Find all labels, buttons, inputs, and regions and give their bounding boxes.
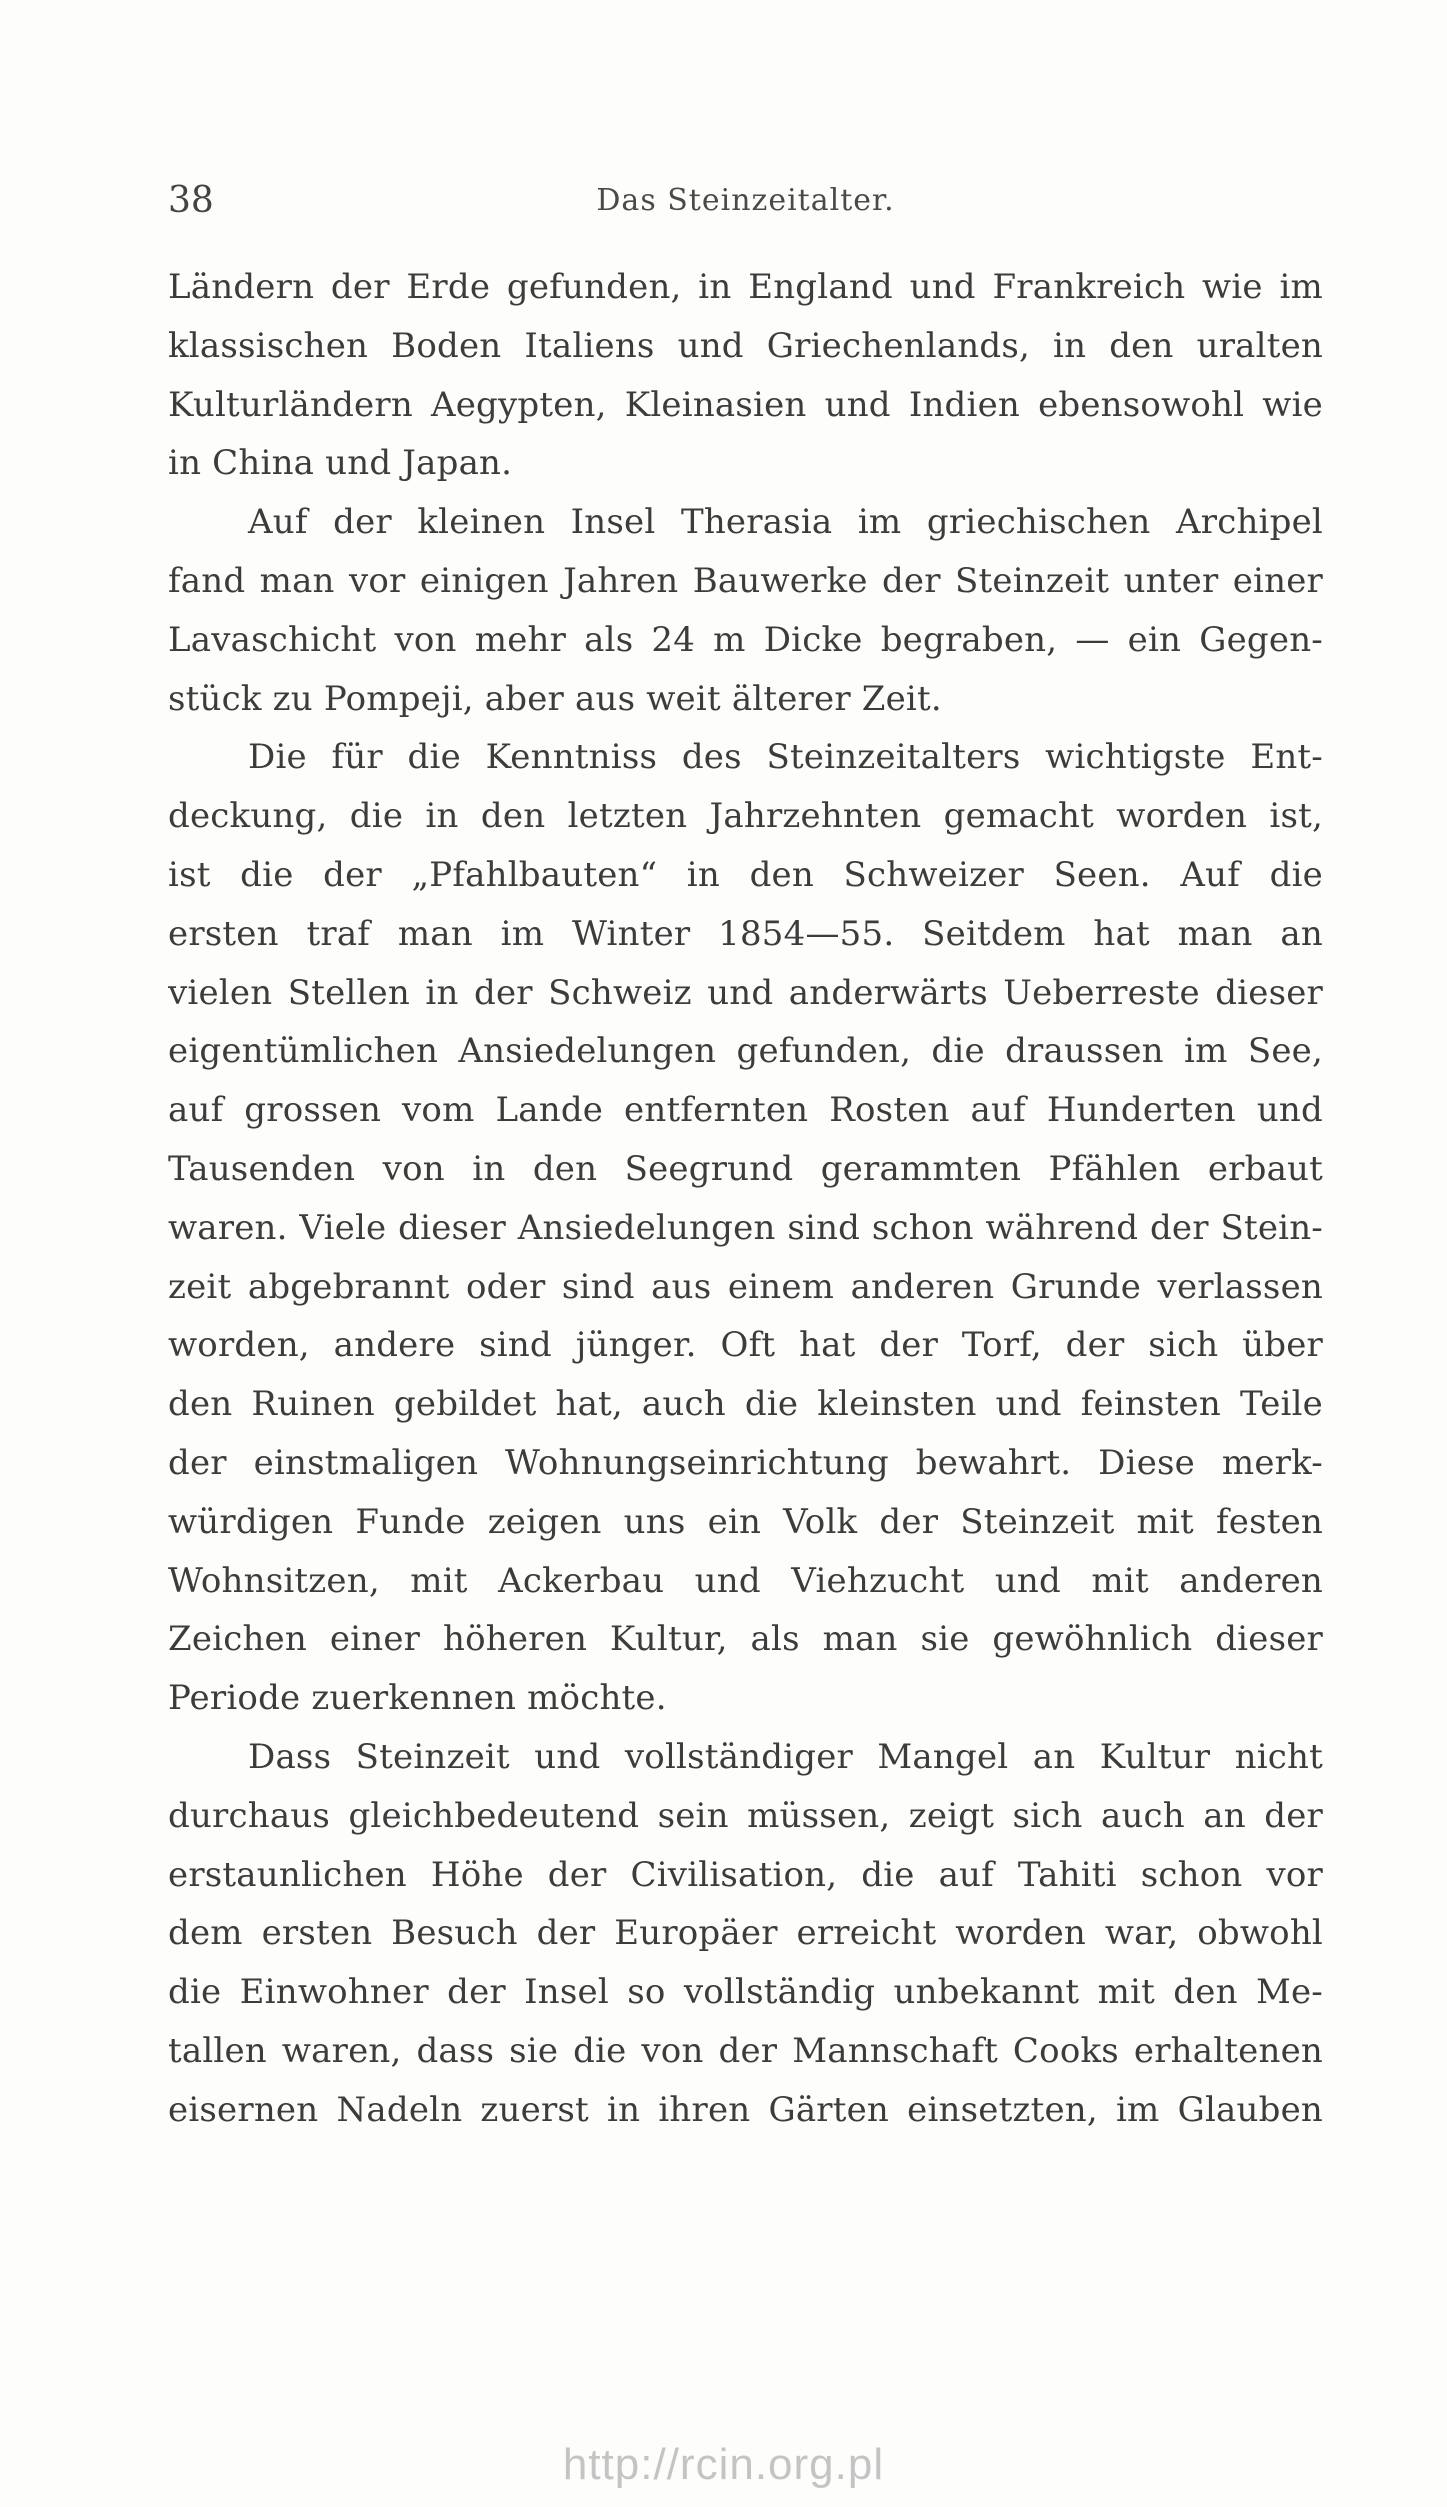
text-line: Lavaschicht von mehr als 24 m Dicke begraben, — ein Gegen- bbox=[168, 619, 1323, 660]
text-line: Periode zuerkennen möchte. bbox=[168, 1678, 667, 1719]
text-line: ersten traf man im Winter 1854—55. Seitdem hat man an bbox=[168, 913, 1323, 954]
text-line: Die für die Kenntniss des Steinzeitalters wichtigste Ent- bbox=[248, 737, 1323, 778]
text-line: Wohnsitzen, mit Ackerbau und Viehzucht und mit anderen bbox=[168, 1560, 1323, 1601]
text-line: Zeichen einer höheren Kultur, als man sie gewöhnlich dieser bbox=[168, 1619, 1323, 1660]
text-line: worden, andere sind jünger. Oft hat der Torf, der sich über bbox=[168, 1325, 1323, 1366]
text-line: Kulturländern Aegypten, Kleinasien und Indien ebensowohl wie bbox=[168, 384, 1323, 425]
page-header bbox=[168, 176, 1323, 226]
text-line: Dass Steinzeit und vollständiger Mangel an Kultur nicht bbox=[248, 1736, 1323, 1777]
text-line: erstaunlichen Höhe der Civilisation, die auf Tahiti schon vor bbox=[168, 1854, 1323, 1895]
text-line: durchaus gleichbedeutend sein müssen, zeigt sich auch an der bbox=[168, 1795, 1323, 1836]
text-line: dem ersten Besuch der Europäer erreicht worden war, obwohl bbox=[168, 1913, 1323, 1954]
text-line: fand man vor einigen Jahren Bauwerke der Steinzeit unter einer bbox=[168, 560, 1323, 601]
text-line: ist die der „Pfahlbauten“ in den Schweizer Seen. Auf die bbox=[168, 854, 1323, 895]
text-line: den Ruinen gebildet hat, auch die kleinsten und feinsten Teile bbox=[168, 1384, 1323, 1425]
paragraph bbox=[168, 493, 1323, 728]
text-line: zeit abgebrannt oder sind aus einem anderen Grunde verlassen bbox=[168, 1266, 1323, 1307]
text-line: auf grossen vom Lande entfernten Rosten auf Hunderten und bbox=[168, 1090, 1323, 1131]
paragraph bbox=[168, 258, 1323, 493]
text-line: würdigen Funde zeigen uns ein Volk der Steinzeit mit festen bbox=[168, 1501, 1323, 1542]
text-line: tallen waren, dass sie die von der Mannschaft Cooks erhaltenen bbox=[168, 2030, 1323, 2071]
text-line: klassischen Boden Italiens und Griechenlands, in den uralten bbox=[168, 325, 1323, 366]
text-line: Auf der kleinen Insel Therasia im griechischen Archipel bbox=[248, 502, 1323, 543]
paragraph bbox=[168, 728, 1323, 1728]
text-line: waren. Viele dieser Ansiedelungen sind schon während der Stein- bbox=[168, 1207, 1323, 1248]
text-line: eisernen Nadeln zuerst in ihren Gärten einsetzten, im Glauben bbox=[168, 2089, 1323, 2130]
page-number: 38 bbox=[168, 180, 214, 221]
text-line: stück zu Pompeji, aber aus weit älterer Zeit. bbox=[168, 678, 942, 719]
text-line: vielen Stellen in der Schweiz und anderwärts Ueberreste dieser bbox=[168, 972, 1323, 1013]
text-line: eigentümlichen Ansiedelungen gefunden, die draussen im See, bbox=[168, 1031, 1323, 1072]
text-line: Tausenden von in den Seegrund gerammten Pfählen erbaut bbox=[168, 1148, 1323, 1189]
running-title: Das Steinzeitalter. bbox=[596, 183, 895, 218]
body-text bbox=[168, 258, 1323, 2140]
text-line: der einstmaligen Wohnungseinrichtung bewahrt. Diese merk- bbox=[168, 1442, 1323, 1483]
paragraph bbox=[168, 1728, 1323, 2140]
text-line: die Einwohner der Insel so vollständig unbekannt mit den Me- bbox=[168, 1972, 1323, 2013]
text-line: deckung, die in den letzten Jahrzehnten gemacht worden ist, bbox=[168, 796, 1323, 837]
text-line: Ländern der Erde gefunden, in England und Frankreich wie im bbox=[168, 267, 1323, 307]
text-line: in China und Japan. bbox=[168, 443, 513, 484]
source-watermark: http://rcin.org.pl bbox=[562, 2440, 885, 2489]
